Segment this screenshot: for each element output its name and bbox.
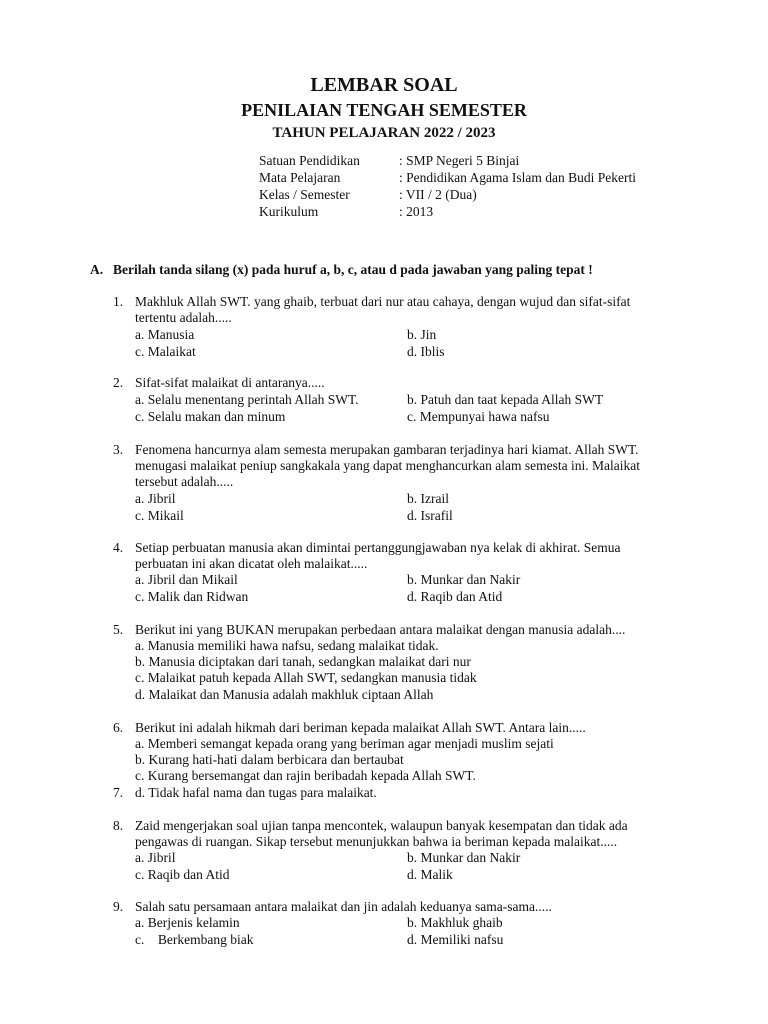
option-line: c. Kurang bersemangat dan rajin beribadah kepada Allah SWT. xyxy=(135,768,476,783)
question-text: tersebut adalah..... xyxy=(135,474,234,489)
question-text: Zaid mengerjakan soal ujian tanpa mencontek, walaupun banyak kesempatan dan tidak ada xyxy=(135,818,628,833)
question-text: Salah satu persamaan antara malaikat dan jin adalah keduanya sama-sama..... xyxy=(135,899,552,914)
option-c: c. Raqib dan Atid xyxy=(135,867,230,882)
option-line: a. Manusia memiliki hawa nafsu, sedang malaikat tidak. xyxy=(135,638,439,653)
question-number: 7. xyxy=(113,785,124,800)
option-a: a. Berjenis kelamin xyxy=(135,915,240,930)
option-line: d. Malaikat dan Manusia adalah makhluk ciptaan Allah xyxy=(135,687,434,702)
option-line: b. Kurang hati-hati dalam berbicara dan bertaubat xyxy=(135,752,404,767)
question-number: 4. xyxy=(113,540,124,555)
option-b: b. Izrail xyxy=(407,491,449,506)
option-a: a. Manusia xyxy=(135,327,195,342)
info-value-school: : SMP Negeri 5 Binjai xyxy=(399,153,520,168)
option-c: c. Malik dan Ridwan xyxy=(135,589,249,604)
document-subtitle: PENILAIAN TENGAH SEMESTER xyxy=(241,100,527,120)
question-text: Berikut ini adalah hikmah dari beriman kepada malaikat Allah SWT. Antara lain..... xyxy=(135,720,586,735)
info-value-class: : VII / 2 (Dua) xyxy=(399,187,477,202)
option-a: a. Jibril dan Mikail xyxy=(135,572,238,587)
option-c: c. Mikail xyxy=(135,508,184,523)
option-c: c. Selalu makan dan minum xyxy=(135,409,286,424)
option-a: a. Jibril xyxy=(135,850,176,865)
question-number: 3. xyxy=(113,442,124,457)
option-d: d. Iblis xyxy=(407,344,445,359)
info-label-subject: Mata Pelajaran xyxy=(259,170,341,185)
option-line: d. Tidak hafal nama dan tugas para malaikat. xyxy=(135,785,377,800)
option-b: b. Munkar dan Nakir xyxy=(407,572,521,587)
question-number: 5. xyxy=(113,622,124,637)
info-label-school: Satuan Pendidikan xyxy=(259,153,360,168)
option-b: b. Makhluk ghaib xyxy=(407,915,503,930)
document-title: LEMBAR SOAL xyxy=(310,74,458,96)
question-text: Setiap perbuatan manusia akan dimintai pertanggungjawaban nya kelak di akhirat. Semua xyxy=(135,540,621,555)
option-d: d. Raqib dan Atid xyxy=(407,589,503,604)
option-b: b. Munkar dan Nakir xyxy=(407,850,521,865)
question-number: 2. xyxy=(113,375,124,390)
question-number: 9. xyxy=(113,899,124,914)
question-text: perbuatan ini akan dicatat oleh malaikat..... xyxy=(135,556,368,571)
option-d: d. Israfil xyxy=(407,508,453,523)
question-text: tertentu adalah..... xyxy=(135,310,232,325)
option-line: a. Memberi semangat kepada orang yang beriman agar menjadi muslim sejati xyxy=(135,736,554,751)
question-text: pengawas di ruangan. Sikap tersebut menunjukkan bahwa ia beriman kepada malaikat..... xyxy=(135,834,618,849)
option-d: c. Mempunyai hawa nafsu xyxy=(407,409,550,424)
question-text: Fenomena hancurnya alam semesta merupakan gambaran terjadinya hari kiamat. Allah SWT. xyxy=(135,442,639,457)
info-value-subject: : Pendidikan Agama Islam dan Budi Pekerti xyxy=(399,170,636,185)
option-c: c. Berkembang biak xyxy=(135,932,254,947)
info-value-curriculum: : 2013 xyxy=(399,204,434,219)
option-d: d. Malik xyxy=(407,867,453,882)
question-number: 6. xyxy=(113,720,124,735)
section-instruction: Berilah tanda silang (x) pada huruf a, b, c, atau d pada jawaban yang paling tepat ! xyxy=(113,262,593,277)
question-text: Makhluk Allah SWT. yang ghaib, terbuat dari nur atau cahaya, dengan wujud dan sifat-sifat xyxy=(135,294,631,309)
academic-year: TAHUN PELAJARAN 2022 / 2023 xyxy=(272,125,496,141)
info-label-class: Kelas / Semester xyxy=(259,187,350,202)
option-d: d. Memiliki nafsu xyxy=(407,932,504,947)
option-line: c. Malaikat patuh kepada Allah SWT, sedangkan manusia tidak xyxy=(135,670,477,685)
option-c: c. Malaikat xyxy=(135,344,196,359)
question-text: Berikut ini yang BUKAN merupakan perbedaan antara malaikat dengan manusia adalah.... xyxy=(135,622,626,637)
question-text: Sifat-sifat malaikat di antaranya..... xyxy=(135,375,325,390)
option-line: b. Manusia diciptakan dari tanah, sedangkan malaikat dari nur xyxy=(135,654,471,669)
question-text: menugasi malaikat peniup sangkakala yang dapat menghancurkan alam semesta ini. Malaikat xyxy=(135,458,640,473)
info-label-curriculum: Kurikulum xyxy=(259,204,319,219)
option-a: a. Selalu menentang perintah Allah SWT. xyxy=(135,392,359,407)
question-number: 8. xyxy=(113,818,124,833)
question-number: 1. xyxy=(113,294,124,309)
option-b: b. Jin xyxy=(407,327,437,342)
option-b: b. Patuh dan taat kepada Allah SWT xyxy=(407,392,604,407)
section-letter: A. xyxy=(90,262,104,277)
option-a: a. Jibril xyxy=(135,491,176,506)
